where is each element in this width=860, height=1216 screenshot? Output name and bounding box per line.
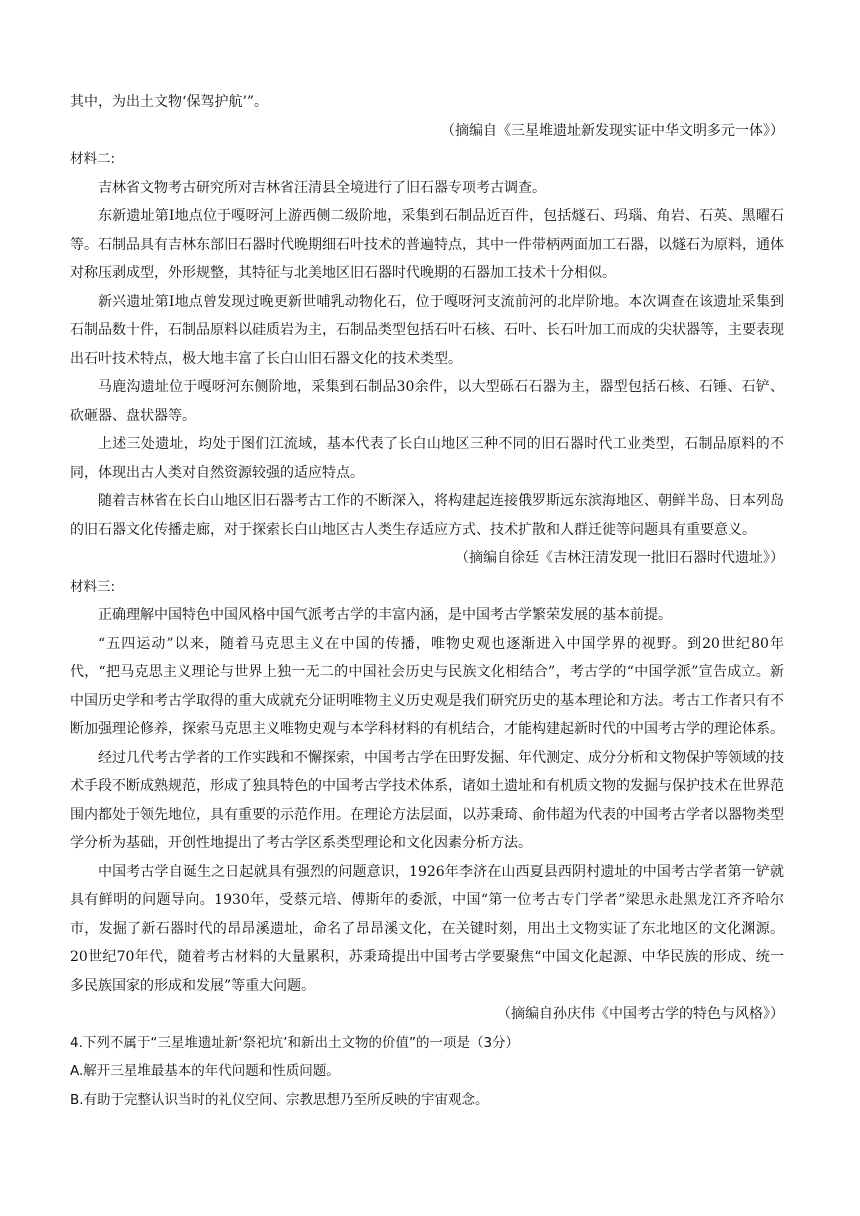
material-3-paragraph: 中国考古学自诞生之日起就具有强烈的问题意识，1926年李济在山西夏县西阴村遗址的中国考古学者第一铲就具有鲜明的问题导向。1930年，受蔡元培、傅斯年的委派，中国“第一位考古专门学者”梁思永赴黑龙江齐齐哈尔市，发掘了新石器时代的昂昂溪遗址，命名了昂昂溪文化，在关键时刻，用出土文物实证了东北地区的文化渊源。20世纪70年代，随着考古材料的大量累积，苏秉琦提出中国考古学要聚焦“中国文化起源、中华民族的形成、统一多民族国家的形成和发展”等重大问题。: [70, 863, 784, 994]
material-2-paragraph: 新兴遗址第Ⅰ地点曾发现过晚更新世哺乳动物化石，位于嘎呀河支流前河的北岸阶地。本次调查在该遗址采集到石制品数十件，石制品原料以硅质岩为主，石制品类型包括石叶石核、石叶、长石叶加工而成的尖状器等，主要表现出石叶技术特点，极大地丰富了长白山旧石器文化的技术类型。: [70, 293, 784, 367]
material-3-label: 材料三:: [70, 578, 116, 595]
material-2-paragraph: 马鹿沟遗址位于嘎呀河东侧阶地，采集到石制品30余件，以大型砾石石器为主，器型包括石核、石锤、石铲、砍砸器、盘状器等。: [70, 379, 784, 424]
question-stem: 4.下列不属于“三星堆遗址新‘祭祀坑’和新出土文物的价值”的一项是（3分）: [70, 1034, 520, 1051]
source-citation-3: （摘编自孙庆伟《中国考古学的特色与风格》）: [497, 1006, 784, 1022]
material-2-label: 材料二:: [70, 151, 116, 167]
material-2-paragraph: 上述三处遗址，均处于图们江流域，基本代表了长白山地区三种不同的旧石器时代工业类型，石制品原料的不同，体现出古人类对自然资源较强的适应特点。: [70, 436, 784, 481]
material-3-paragraph: 正确理解中国特色中国风格中国气派考古学的丰富内涵，是中国考古学繁荣发展的基本前提。: [98, 607, 672, 623]
material-2-paragraph: 吉林省文物考古研究所对吉林省汪清县全境进行了旧石器专项考古调查。: [98, 179, 546, 196]
material-3-paragraph: “五四运动”以来，随着马克思主义在中国的传播，唯物史观也逐渐进入中国学界的视野。到20世纪80年代，“把马克思主义理论与世界上独一无二的中国社会历史与民族文化相结合”，考古学的“中国学派”宣告成立。新中国历史学和考古学取得的重大成就充分证明唯物主义历史观是我们研究历史的基本理论和方法。考古工作者只有不断加强理论修养，探索马克思主义唯物史观与本学科材料的有机结合，才能构建起新时代的中国考古学的理论体系。: [70, 635, 784, 737]
material-3-paragraph: 经过几代考古学者的工作实践和不懈探索，中国考古学在田野发掘、年代测定、成分分析和文物保护等领域的技术手段不断成熟规范，形成了独具特色的中国考古学技术体系，诸如土遗址和有机质文物的发掘与保护技术在世界范围内都处于领先地位，具有重要的示范作用。在理论方法层面，以苏秉琦、俞伟超为代表的中国考古学者以器物类型学分析为基础，开创性地提出了考古学区系类型理论和文化因素分析方法。: [70, 749, 784, 851]
source-citation-2: （摘编自徐廷《吉林汪清发现一批旧石器时代遗址》）: [455, 550, 784, 566]
material-2-paragraph: 东新遗址第Ⅰ地点位于嘎呀河上游西侧二级阶地，采集到石制品近百件，包括燧石、玛瑙、角岩、石英、黑曜石等。石制品具有吉林东部旧石器时代晚期细石叶技术的普遍特点，其中一件带柄两面加工石器，以燧石为原料，通体对称压剥成型，外形规整，其特征与北美地区旧石器时代晚期的石器加工技术十分相似。: [70, 208, 784, 281]
material-2-paragraph: 随着吉林省在长白山地区旧石器考古工作的不断深入，将构建起连接俄罗斯远东滨海地区、朝鲜半岛、日本列岛的旧石器文化传播走廊，对于探索长白山地区古人类生存适应方式、技术扩散和人群迁徙等问题具有重要意义。: [70, 493, 784, 538]
text-continuation: 其中，为出土文物‘保驾护航’”。: [70, 94, 269, 110]
answer-option-a: A.解开三星堆最基本的年代问题和性质问题。: [70, 1063, 340, 1079]
answer-option-b: B.有助于完整认识当时的礼仪空间、宗教思想乃至所反映的宇宙观念。: [70, 1091, 489, 1108]
source-citation-1: （摘编自《三星堆遗址新发现实证中华文明多元一体》）: [441, 122, 784, 139]
